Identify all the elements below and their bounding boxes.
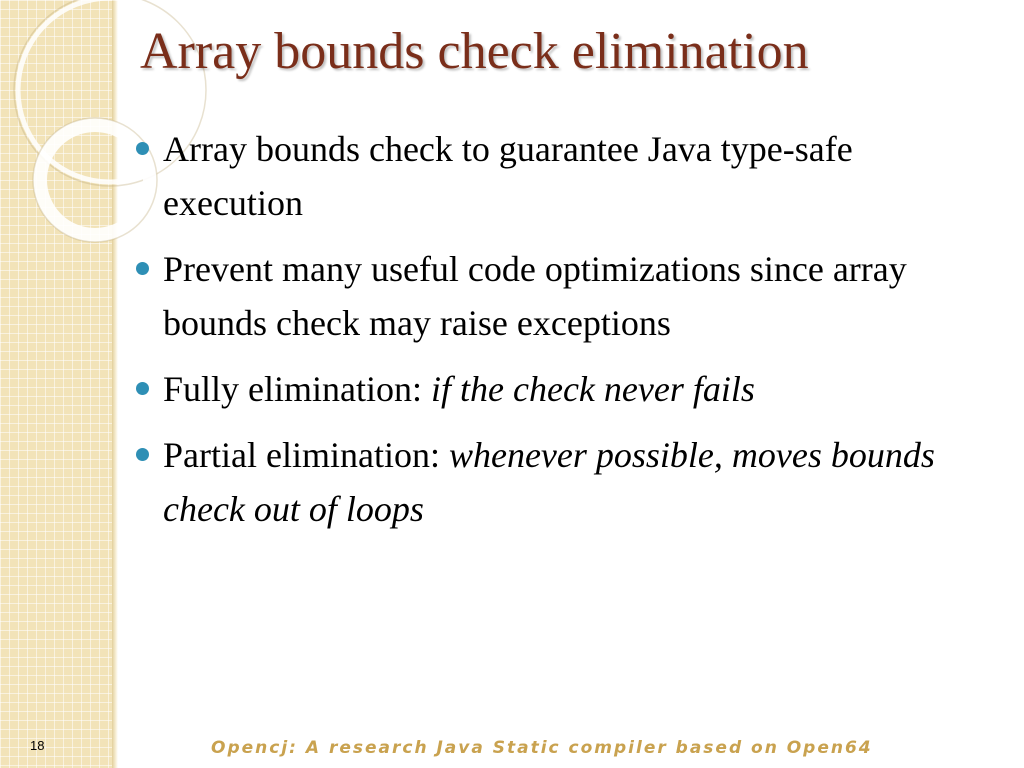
bullet-text: Prevent many useful code optimizations since array bounds check may raise exceptions bbox=[163, 249, 907, 343]
band-edge-shadow bbox=[112, 0, 118, 768]
decorative-grid-band bbox=[0, 0, 112, 768]
bullet-text: Partial elimination: bbox=[163, 435, 449, 475]
bullet-item bbox=[134, 428, 984, 536]
bullet-text: Array bounds check to guarantee Java type-safe execution bbox=[163, 129, 853, 223]
bullet-emphasis: whenever possible, moves bounds check out of loops bbox=[163, 435, 935, 529]
bullet-dot-icon bbox=[136, 142, 149, 155]
bullet-item bbox=[134, 242, 984, 350]
bullet-dot-icon bbox=[136, 262, 149, 275]
slide-footer: Opencj: A research Java Static compiler based on Open64 bbox=[211, 738, 873, 758]
bullet-item bbox=[134, 122, 984, 230]
bullet-dot-icon bbox=[136, 448, 149, 461]
bullet-dot-icon bbox=[136, 382, 149, 395]
bullet-text: Fully elimination: bbox=[163, 369, 431, 409]
slide-title: Array bounds check elimination bbox=[140, 23, 809, 80]
bullet-item bbox=[134, 362, 984, 416]
bullet-emphasis: if the check never fails bbox=[431, 369, 755, 409]
bullet-list bbox=[134, 122, 984, 548]
page-number: 18 bbox=[30, 738, 45, 753]
